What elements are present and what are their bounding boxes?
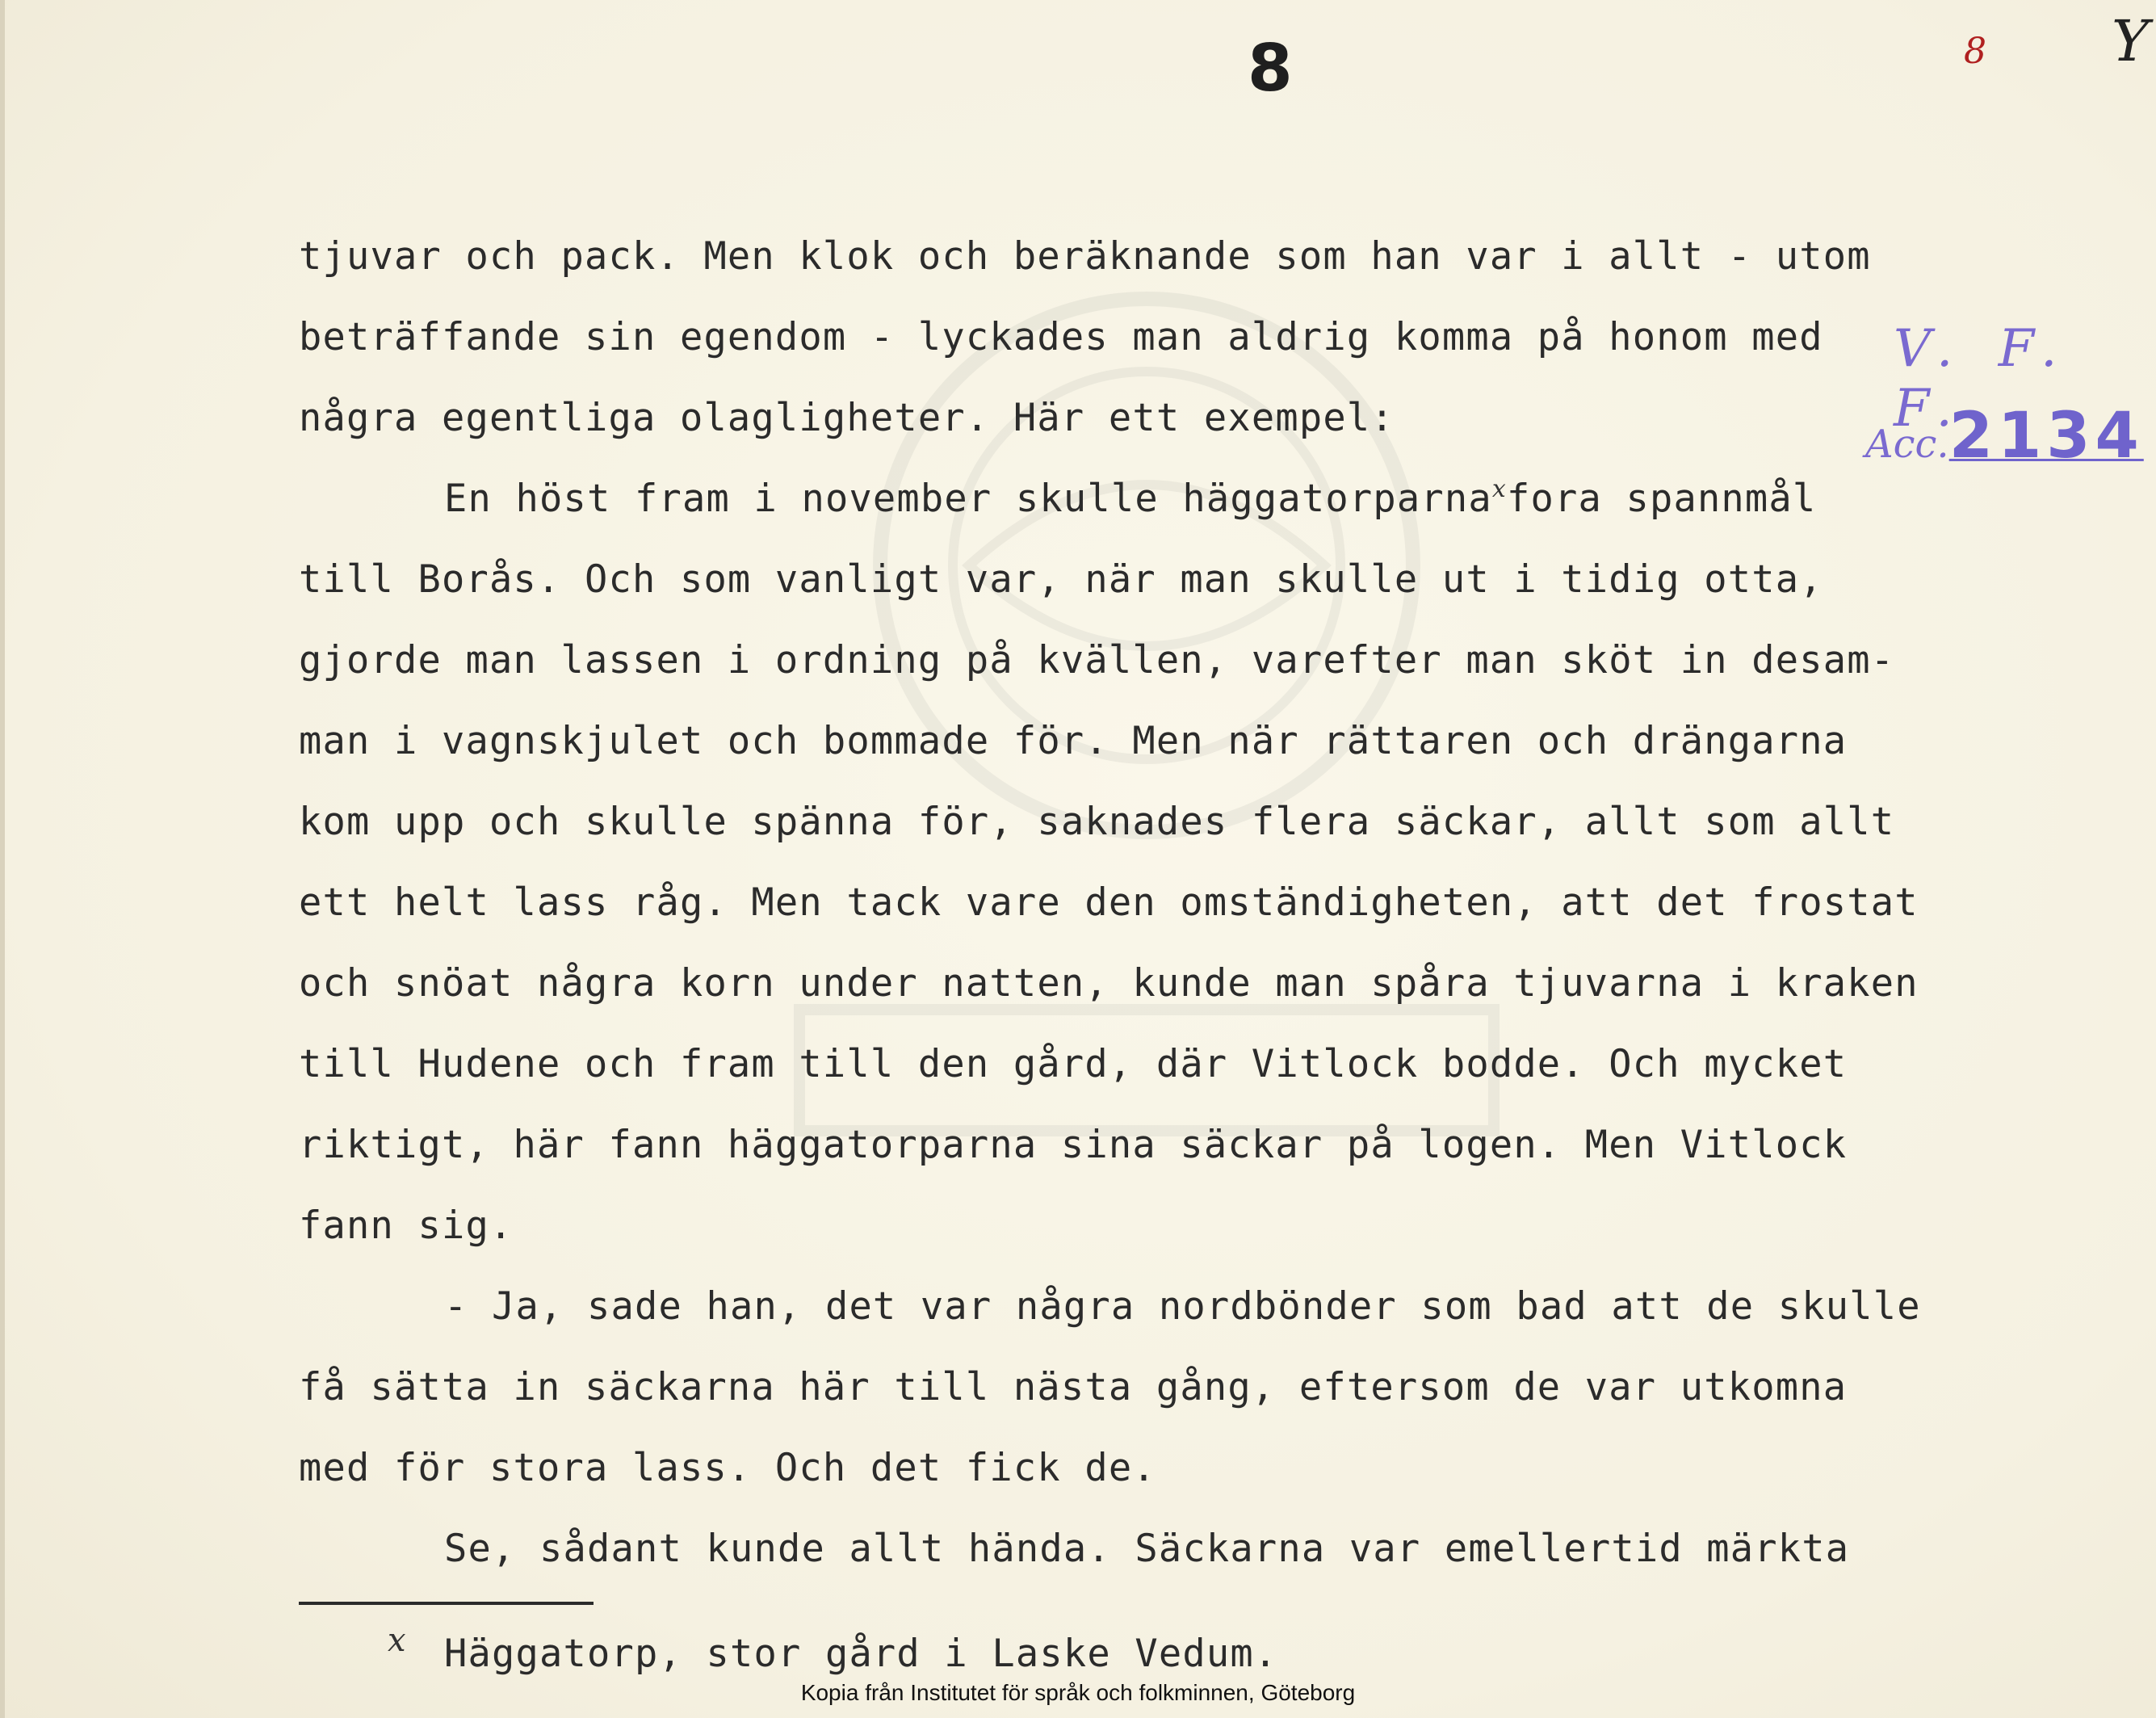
footnote-marker: x	[388, 1622, 406, 1659]
text-line: Se, sådant kunde allt hända. Säckarna var emellertid märkta	[444, 1527, 1850, 1571]
text-line: beträffande sin egendom - lyckades man aldrig komma på honom med	[299, 315, 1823, 359]
text-line: gjorde man lassen i ordning på kvällen, varefter man sköt in desam-	[299, 638, 1895, 683]
text-line: få sätta in säckarna här till nästa gång, eftersom de var utkomna	[299, 1365, 1848, 1409]
text-line: några egentliga olagligheter. Här ett exempel:	[299, 396, 1395, 440]
text-line: fann sig.	[299, 1203, 514, 1248]
archive-stamp-vff: V. F. F.	[1894, 319, 2072, 439]
text-line-part: En höst fram i november skulle häggatorparna	[444, 477, 1492, 521]
text-line: tjuvar och pack. Men klok och beräknande som han var i allt - utom	[299, 234, 1871, 279]
page-number: 8	[1248, 31, 1293, 106]
accession-number: 2134	[1948, 400, 2144, 473]
text-line: kom upp och skulle spänna för, saknades flera säckar, allt som allt	[299, 800, 1895, 844]
text-line	[299, 459, 1995, 540]
text-line: och snöat några korn under natten, kunde man spåra tjuvarna i kraken	[299, 961, 1919, 1006]
typed-body-text	[299, 216, 1995, 1590]
text-line: med för stora lass. Och det fick de.	[299, 1446, 1156, 1490]
text-line: - Ja, sade han, det var några nordbönder som bad att de skulle	[444, 1284, 1921, 1329]
footnote-text: Häggatorp, stor gård i Laske Vedum.	[444, 1632, 1278, 1676]
text-line: ett helt lass råg. Men tack vare den omständigheten, att det frostat	[299, 880, 1919, 925]
text-line: riktigt, här fann häggatorparna sina säckar på logen. Men Vitlock	[299, 1123, 1848, 1167]
text-line: till Hudene och fram till den gård, där Vitlock bodde. Och mycket	[299, 1042, 1848, 1086]
footnote-divider	[299, 1602, 594, 1605]
accession-label: Acc.	[1865, 422, 1949, 467]
page-edge	[0, 0, 5, 1718]
text-line: man i vagnskjulet och bommade för. Men när rättaren och drängarna	[299, 719, 1848, 763]
corner-handwritten-mark: Y	[2112, 8, 2150, 74]
text-line: till Borås. Och som vanligt var, när man skulle ut i tidig otta,	[299, 557, 1823, 602]
text-line-part: fora spannmål	[1506, 477, 1817, 521]
footnote-reference: x	[1491, 475, 1507, 503]
handwritten-page-number: 8	[1964, 31, 1986, 72]
archive-copy-note: Kopia från Institutet för språk och folkminnen, Göteborg	[800, 1680, 1356, 1705]
